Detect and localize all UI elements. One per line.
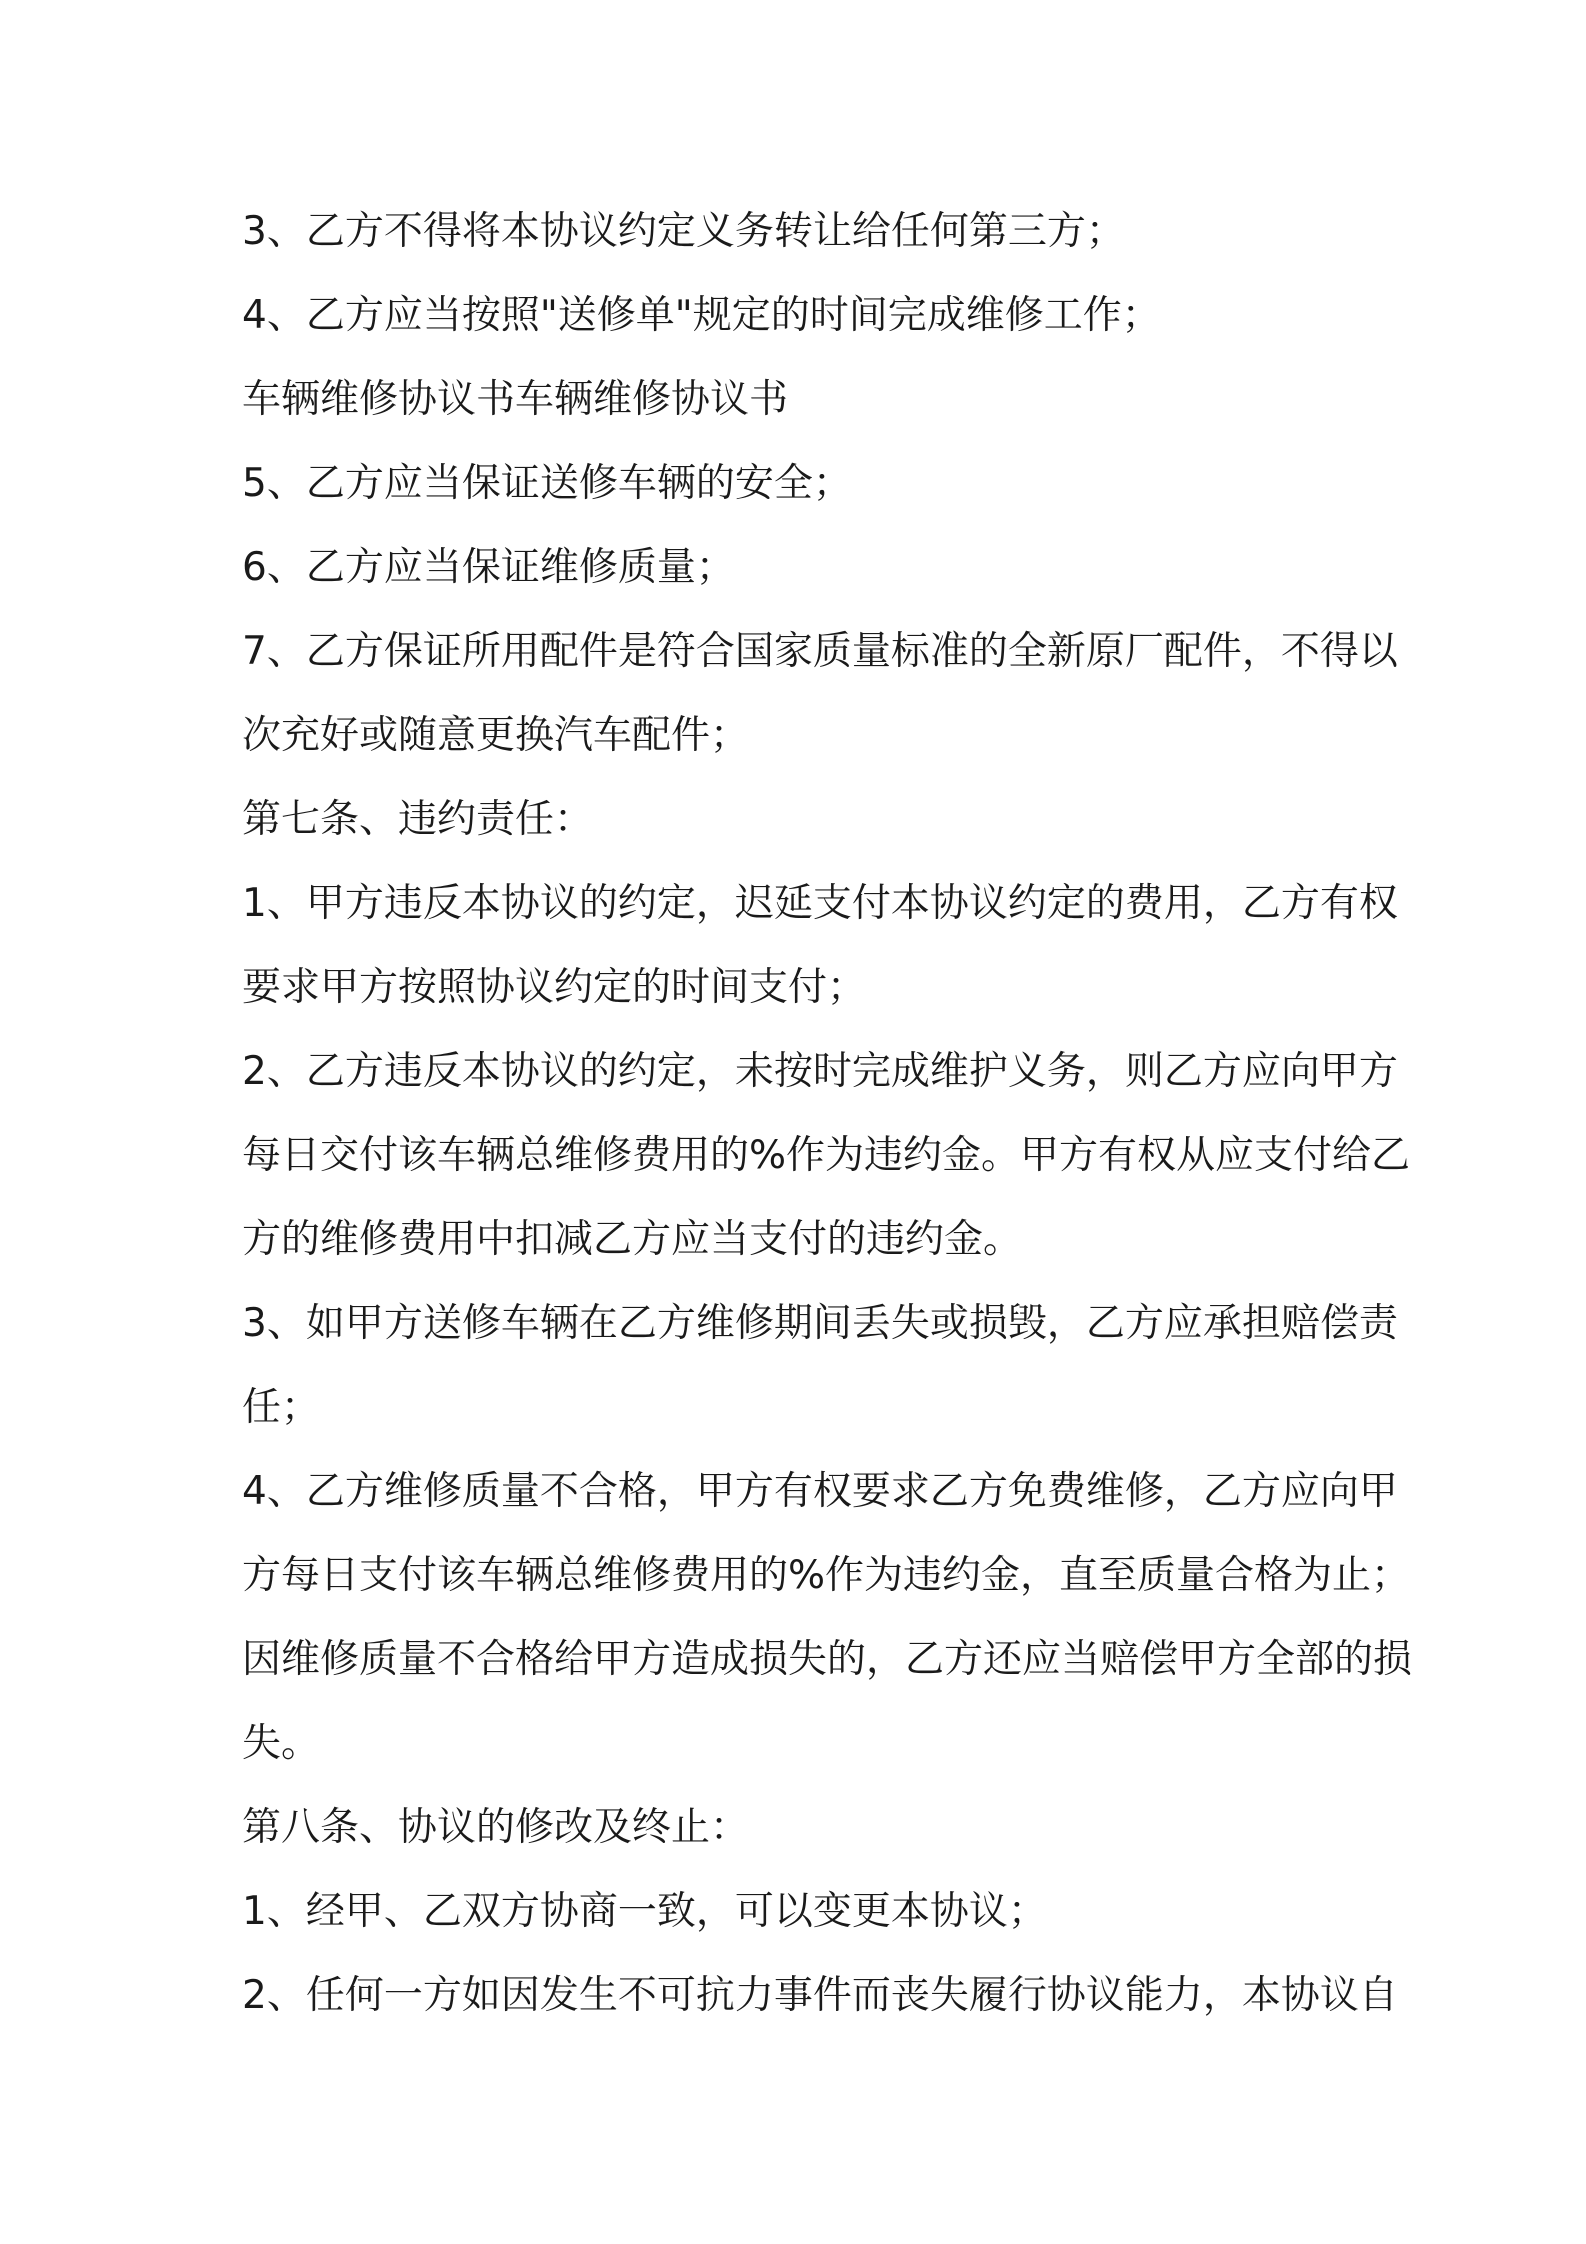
clause-line: 7、乙方保证所用配件是符合国家质量标准的全新原厂配件，不得以	[242, 629, 1398, 674]
clause-line: 6、乙方应当保证维修质量；	[242, 545, 735, 590]
section-heading: 第七条、违约责任：	[242, 797, 594, 842]
clause-line: 失。	[242, 1721, 321, 1766]
document-body	[242, 190, 1413, 2038]
clause-line: 3、如甲方送修车辆在乙方维修期间丢失或损毁，乙方应承担赔偿责	[242, 1301, 1398, 1346]
clause-line: 要求甲方按照协议约定的时间支付；	[242, 965, 867, 1010]
clause-line: 方的维修费用中扣减乙方应当支付的违约金。	[242, 1217, 1023, 1262]
clause-line: 方每日支付该车辆总维修费用的%作为违约金，直至质量合格为止；	[242, 1553, 1411, 1598]
clause-line: 因维修质量不合格给甲方造成损失的，乙方还应当赔偿甲方全部的损	[242, 1637, 1413, 1682]
clause-line: 1、甲方违反本协议的约定，迟延支付本协议约定的费用，乙方有权	[242, 881, 1398, 926]
clause-line: 4、乙方维修质量不合格，甲方有权要求乙方免费维修，乙方应向甲	[242, 1469, 1398, 1514]
clause-line: 3、乙方不得将本协议约定义务转让给任何第三方；	[242, 209, 1125, 254]
clause-line: 每日交付该车辆总维修费用的%作为违约金。甲方有权从应支付给乙	[242, 1133, 1411, 1178]
clause-line: 5、乙方应当保证送修车辆的安全；	[242, 461, 852, 506]
clause-line: 4、乙方应当按照"送修单"规定的时间完成维修工作；	[242, 293, 1161, 338]
clause-line: 任；	[242, 1385, 321, 1430]
clause-line: 2、任何一方如因发生不可抗力事件而丧失履行协议能力，本协议自	[242, 1973, 1398, 2018]
clause-line: 1、经甲、乙双方协商一致，可以变更本协议；	[242, 1889, 1047, 1934]
section-heading: 第八条、协议的修改及终止：	[242, 1805, 750, 1850]
clause-line: 次充好或随意更换汽车配件；	[242, 713, 750, 758]
clause-line: 2、乙方违反本协议的约定，未按时完成维护义务，则乙方应向甲方	[242, 1049, 1398, 1094]
heading-line: 车辆维修协议书车辆维修协议书	[242, 377, 789, 422]
